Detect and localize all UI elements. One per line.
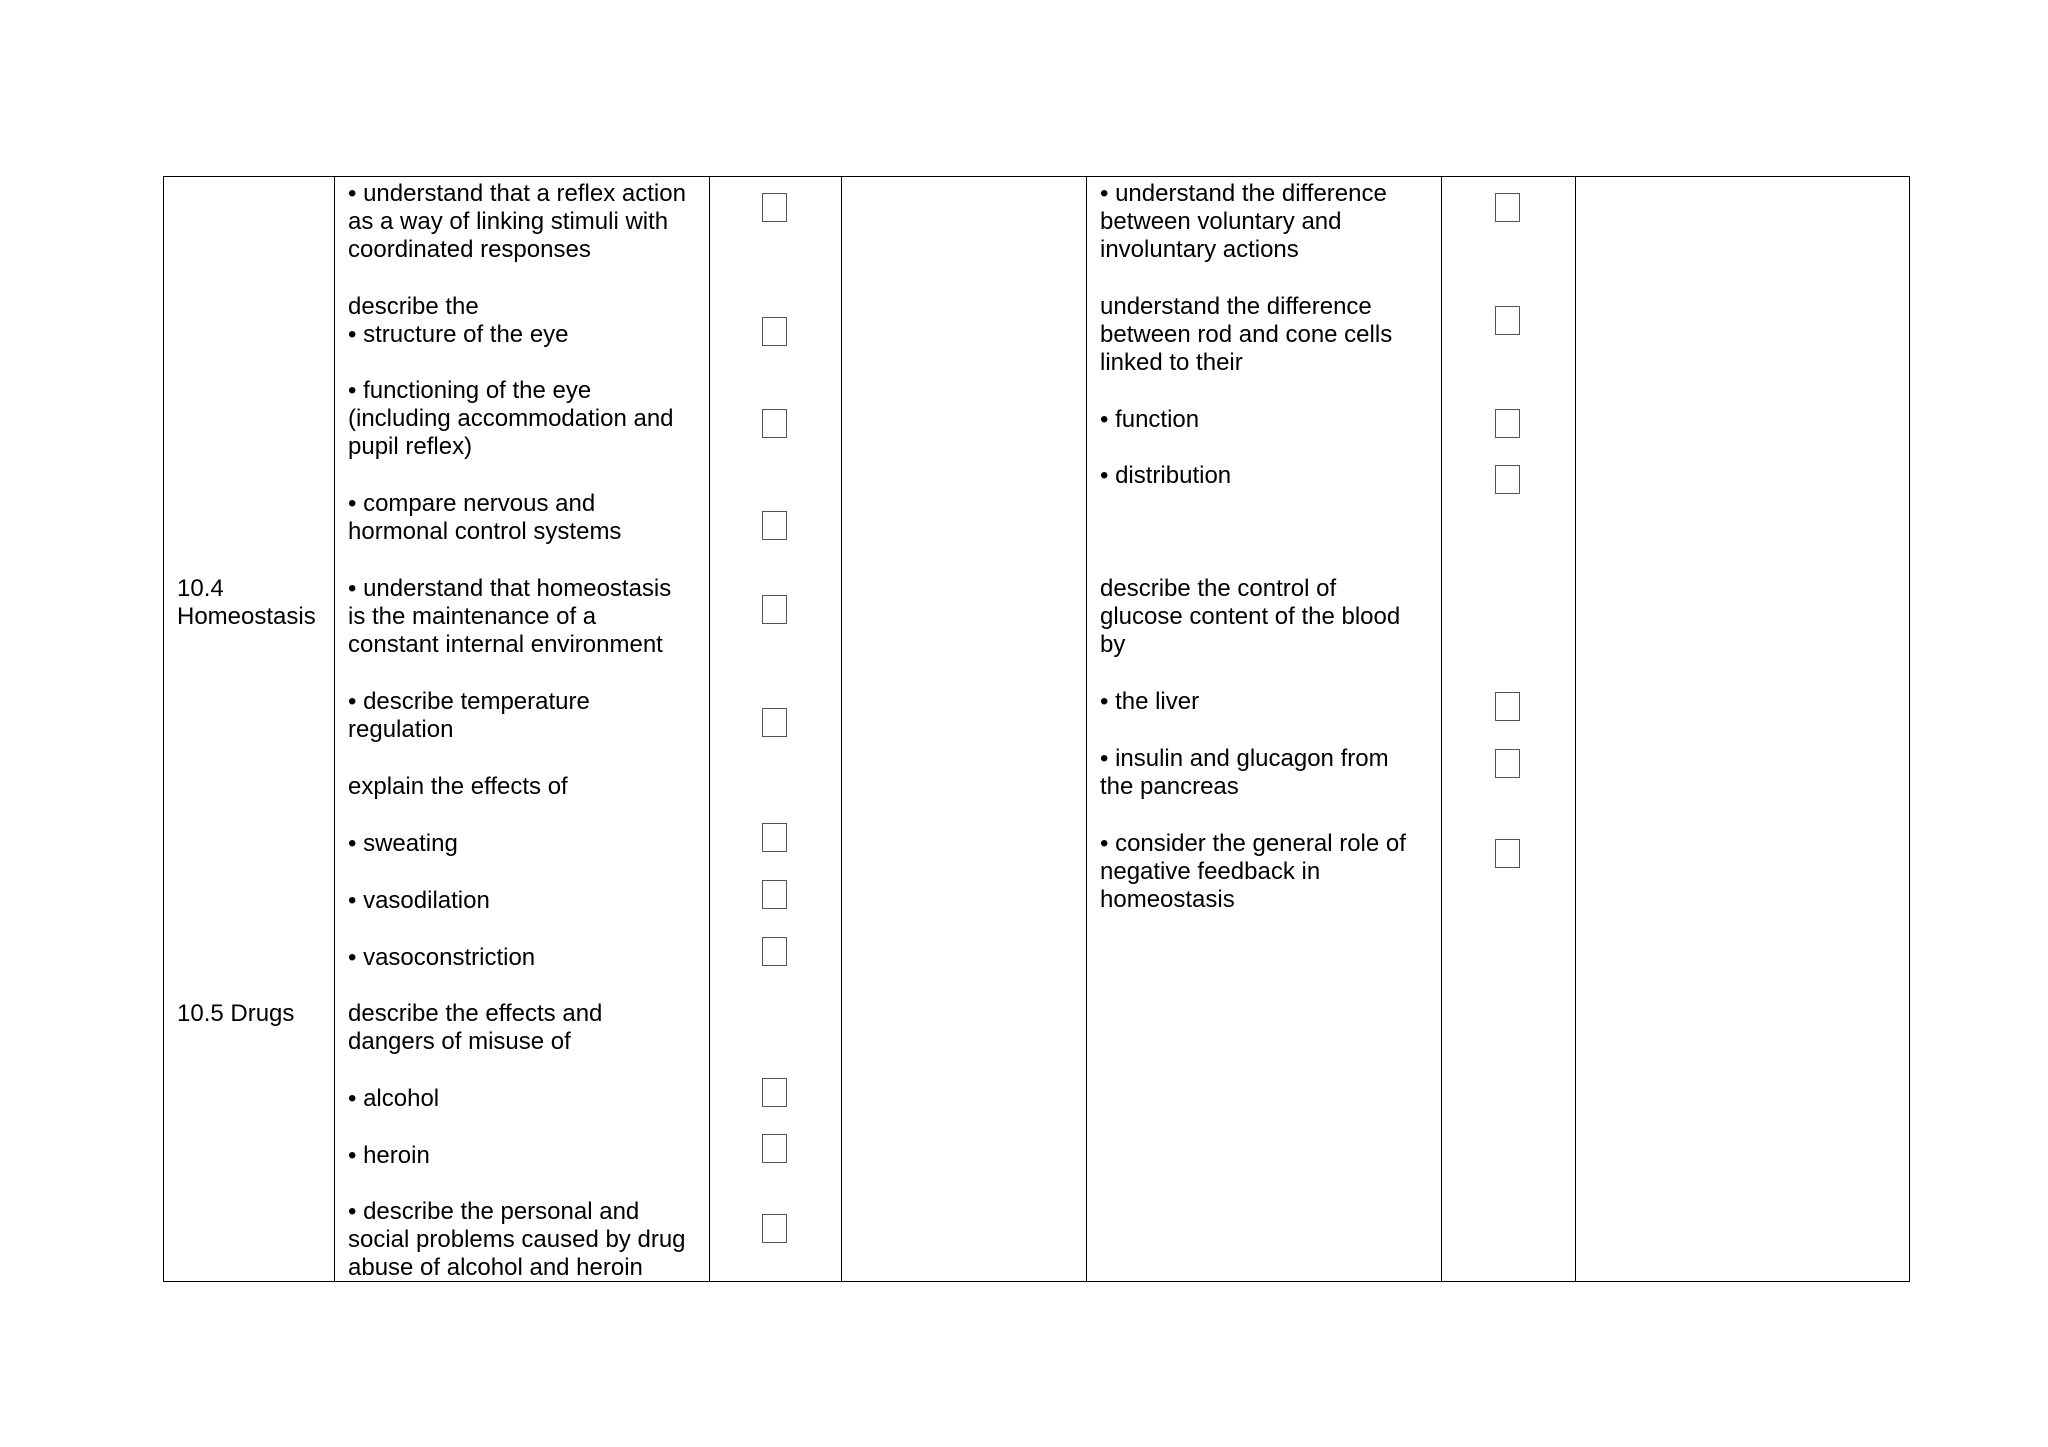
objective-text: • sweating — [348, 830, 458, 857]
checkbox[interactable] — [762, 193, 787, 222]
column-divider — [709, 177, 710, 1281]
checkbox[interactable] — [762, 1078, 787, 1107]
checklist-table — [163, 176, 1910, 1282]
checkbox[interactable] — [1495, 409, 1520, 438]
checkbox[interactable] — [1495, 839, 1520, 868]
objective-text: • function — [1100, 406, 1200, 433]
objective-text: • compare nervous and hormonal control systems — [348, 490, 622, 545]
objective-text: understand the difference between rod and cone cells linked to their — [1100, 293, 1393, 376]
objective-text: • understand that a reflex action as a way of linking stimuli with coordinated responses — [348, 180, 686, 263]
column-divider — [841, 177, 842, 1281]
objective-text: • distribution — [1100, 462, 1232, 489]
checkbox[interactable] — [762, 1134, 787, 1163]
checkbox[interactable] — [762, 511, 787, 540]
objective-text: • consider the general role of negative feedback in homeostasis — [1100, 830, 1406, 913]
checkbox[interactable] — [762, 595, 787, 624]
objective-text: • describe temperature regulation — [348, 688, 590, 743]
objective-text: • understand the difference between voluntary and involuntary actions — [1100, 180, 1387, 263]
objective-text: • vasodilation — [348, 887, 490, 914]
objective-text: describe the effects and dangers of misuse of — [348, 1000, 603, 1055]
checkbox[interactable] — [762, 880, 787, 909]
objective-text: • structure of the eye — [348, 321, 569, 348]
checkbox[interactable] — [1495, 692, 1520, 721]
checkbox[interactable] — [1495, 749, 1520, 778]
checkbox[interactable] — [762, 823, 787, 852]
column-divider — [334, 177, 335, 1281]
objective-text: • vasoconstriction — [348, 944, 536, 971]
objective-text: • understand that homeostasis is the maintenance of a constant internal environment — [348, 575, 672, 658]
section-label-homeostasis: 10.4 Homeostasis — [177, 575, 316, 630]
objective-text: • functioning of the eye (including accommodation and pupil reflex) — [348, 377, 674, 460]
objective-text: • alcohol — [348, 1085, 440, 1112]
checkbox[interactable] — [1495, 465, 1520, 494]
objective-text: • the liver — [1100, 688, 1200, 715]
checkbox[interactable] — [762, 937, 787, 966]
column-divider — [1441, 177, 1442, 1281]
objective-text: describe the — [348, 293, 479, 320]
column-divider — [1575, 177, 1576, 1281]
objective-text: explain the effects of — [348, 773, 568, 800]
objective-text: • insulin and glucagon from the pancreas — [1100, 745, 1389, 800]
checkbox[interactable] — [762, 409, 787, 438]
objective-text: • describe the personal and social problems caused by drug abuse of alcohol and heroin — [348, 1198, 686, 1281]
checkbox[interactable] — [762, 708, 787, 737]
checkbox[interactable] — [1495, 306, 1520, 335]
column-divider — [1086, 177, 1087, 1281]
checkbox[interactable] — [1495, 193, 1520, 222]
checkbox[interactable] — [762, 1214, 787, 1243]
objective-text: • heroin — [348, 1142, 430, 1169]
section-label-drugs: 10.5 Drugs — [177, 1000, 295, 1027]
objective-text: describe the control of glucose content of the blood by — [1100, 575, 1401, 658]
checkbox[interactable] — [762, 317, 787, 346]
